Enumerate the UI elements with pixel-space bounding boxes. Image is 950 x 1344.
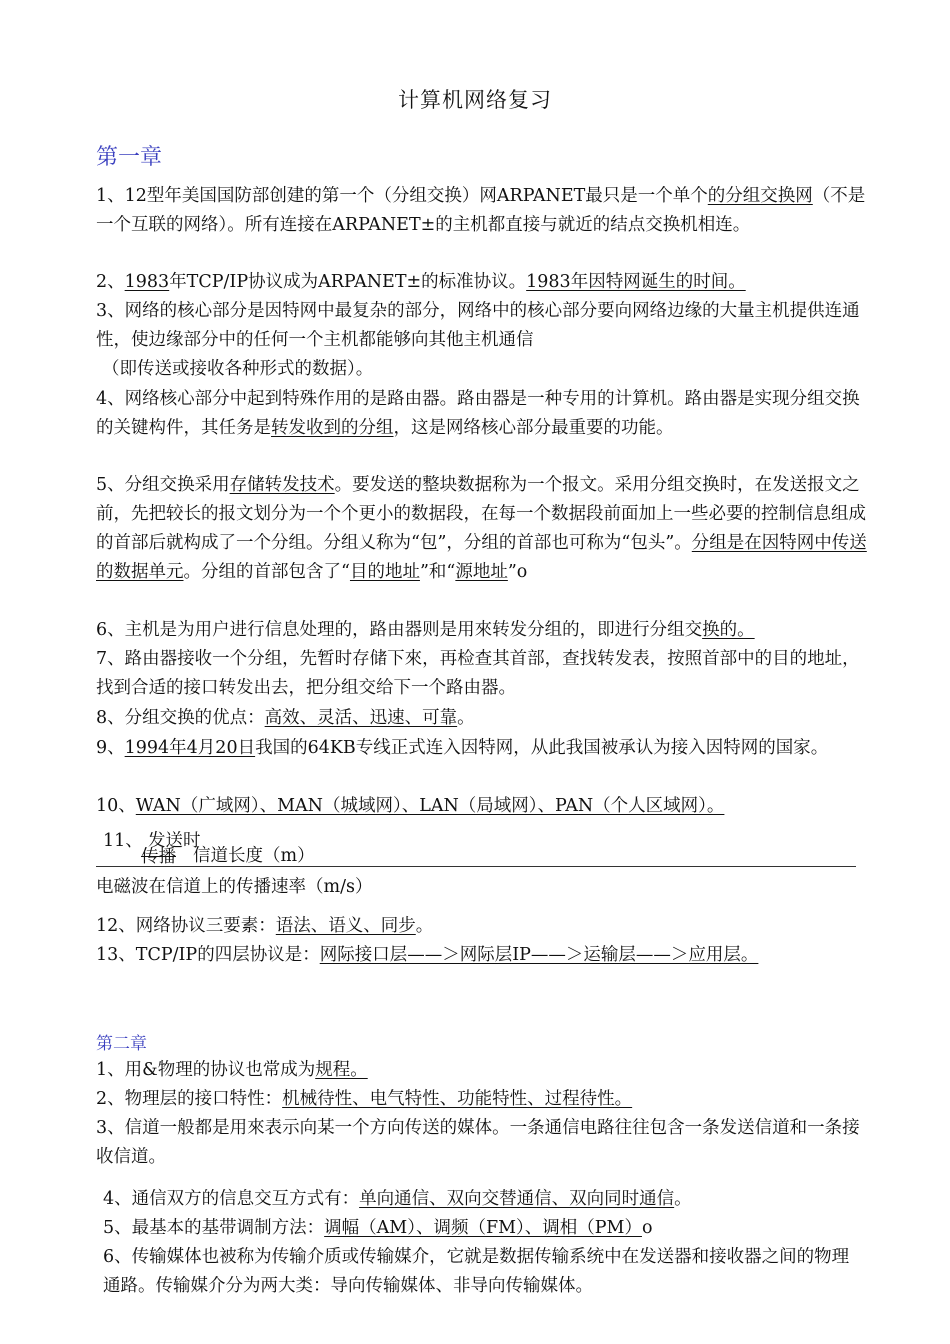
- ch2-item-3: 3、信道一般都是用來表示向某一个方向传送的媒体。一条通信电路往往包含一条发送信道和一条接收信道。: [96, 1118, 860, 1167]
- ch1-item-5: 5、分组交换采用存储转发技术。要发送的整块数据称为一个报文。采用分组交换时，在发送报文之前，先把较长的报文划分为一个个更小的数据段，在每一个数据段前面加上一些必要的控制信息组成的首部后就构成了一个分组。分组乂称为“包”，分组的首部也可称为“包头”。分组是在因特网中传送的数据单元。分组的首部包含了“目的地址”和“源地址”o: [96, 475, 867, 582]
- document-title: 计算机网络复习: [398, 88, 552, 112]
- ch1-item-10: 10、WAN（广域网）、MAN（城域网）、LAN（局域网）、PAN（个人区域网）。: [96, 796, 725, 816]
- ch2-item-6: 6、传输媒体也被称为传输介质或传输媒介，它就是数据传输系统中在发送器和接收器之间的物理通路。传输媒介分为两大类：导向传输媒体、非导向传输媒体。: [103, 1247, 850, 1296]
- item-11-number: 11、: [103, 831, 143, 851]
- item-11-denominator: 电磁波在信道上的传播速率（m/s）: [96, 877, 373, 897]
- ch1-item-1: 1、12型年美国国防部创建的第一个（分组交换）网ARPANET最只是一个单个的分组交换网（不是一个互联的网络）。所有连接在ARPANET±的主机都直接与就近的结点交换机相连。: [96, 186, 866, 235]
- ch2-item-5: 5、最基本的基带调制方法：调幅（AM）、调频（FM）、调相（PM）o: [103, 1218, 653, 1238]
- chapter-1-heading: 第一章: [96, 145, 163, 170]
- ch1-item-4: 4、网络核心部分中起到特殊作用的是路由器。路由器是一种专用的计算机。路由器是实现分组交换的关键构件，其任务是转发收到的分组，这是网络核心部分最重要的功能。: [96, 389, 860, 438]
- fraction-line: [96, 866, 856, 867]
- ch1-item-8: 8、分组交换的优点：高效、灵活、迅速、可靠。: [96, 708, 475, 728]
- ch2-item-1: 1、用&物理的协议也常成为规程。: [96, 1060, 368, 1080]
- ch1-item-2: 2、1983年TCP/IP协议成为ARPANET±的标准协议。1983年因特网诞生的时间。: [96, 272, 746, 292]
- chapter-2-heading: 第二章: [96, 1034, 147, 1054]
- ch1-item-12: 12、网络协议三要素：语法、语义、同步。: [96, 916, 434, 936]
- item-11-send-time: 发送时: [148, 831, 201, 851]
- ch1-item-6: 6、主机是为用户进行信息处理的，路由器则是用來转发分组的，即进行分组交换的。: [96, 620, 755, 640]
- ch1-item-7: 7、路由器接收一个分组，先暂时存储下來，再检查其首部，查找转发表，按照首部中的目的地址，找到合适的接口转发出去，把分组交给下一个路由器。: [96, 649, 860, 698]
- ch2-item-2: 2、物理层的接口特性：机械待性、电气特性、功能特性、过程待性。: [96, 1089, 633, 1109]
- ch1-item-3: 3、网络的核心部分是因特网中最复杂的部分，网络中的核心部分要向网络边缘的大量主机提供连通性，使边缘部分中的任何一个主机都能够向其他主机通信 （即传送或接收各种形式的数据）。: [96, 301, 860, 379]
- item-11-propagation: 传播: [141, 847, 176, 867]
- item-11-numerator: 信道长度（m）: [193, 846, 315, 866]
- ch1-item-9: 9、1994年4月20日我国的64KB专线正式连入因特网，从此我国被承认为接入因特网的国家。: [96, 738, 829, 758]
- ch1-item-13: 13、TCP/IP的四层协议是：网际接口层——＞网际层IP——＞运输层——＞应用层。: [96, 945, 759, 965]
- ch2-item-4: 4、通信双方的信息交互方式有：单向通信、双向交替通信、双向同时通信。: [103, 1189, 692, 1209]
